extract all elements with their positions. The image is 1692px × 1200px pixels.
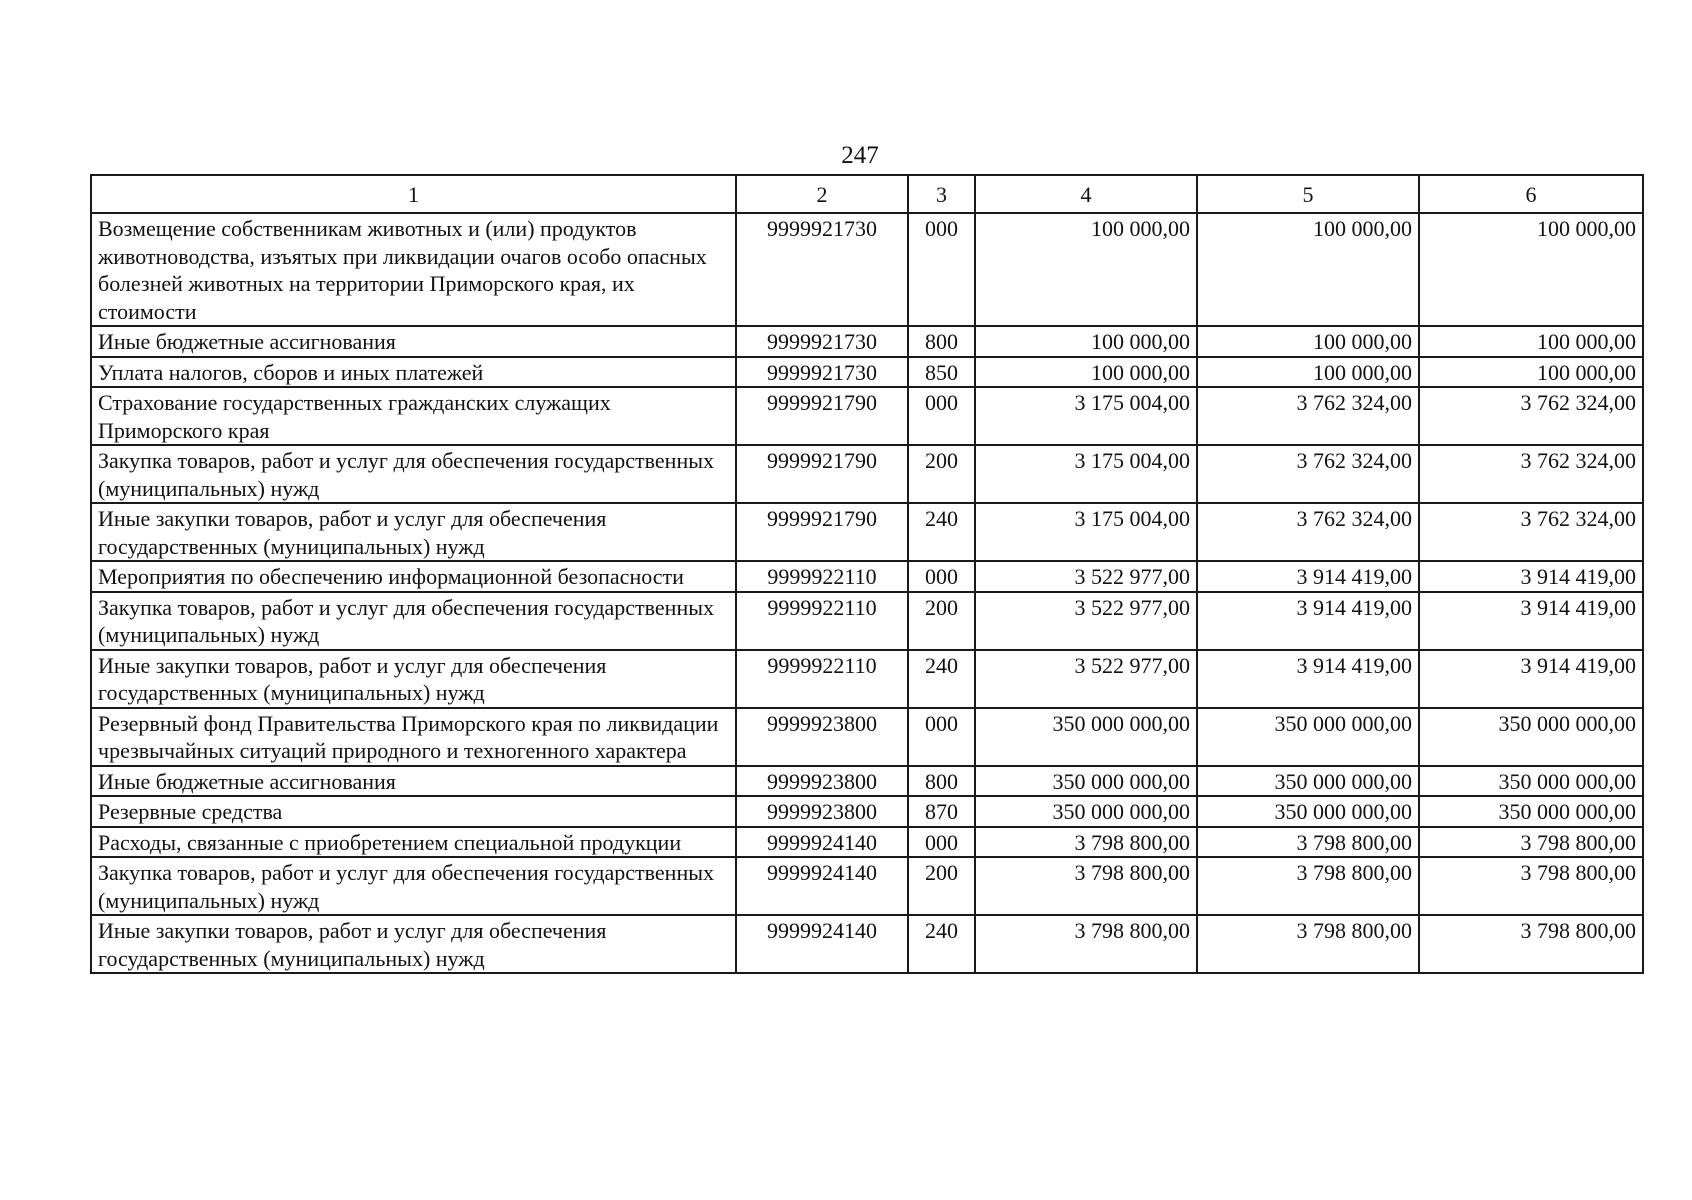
row-amount-6-cell: 350 000 000,00	[1419, 708, 1643, 766]
row-amount-6-cell: 3 798 800,00	[1419, 857, 1643, 915]
row-type-cell: 000	[908, 708, 975, 766]
row-amount-6-cell: 3 798 800,00	[1419, 915, 1643, 973]
row-amount-6-cell: 100 000,00	[1419, 326, 1643, 357]
row-amount-5-cell: 3 798 800,00	[1197, 827, 1419, 858]
row-name-cell: Иные закупки товаров, работ и услуг для обеспечения государственных (муниципальных) нужд	[91, 650, 736, 708]
row-amount-4-cell: 3 798 800,00	[975, 915, 1197, 973]
row-amount-6-cell: 3 798 800,00	[1419, 827, 1643, 858]
row-amount-5-cell: 3 762 324,00	[1197, 445, 1419, 503]
row-amount-5-cell: 100 000,00	[1197, 213, 1419, 326]
table-row	[91, 766, 1643, 797]
row-amount-6-cell: 3 762 324,00	[1419, 503, 1643, 561]
column-header-4: 4	[975, 175, 1197, 213]
row-name-cell: Иные бюджетные ассигнования	[91, 766, 736, 797]
row-amount-4-cell: 3 175 004,00	[975, 503, 1197, 561]
column-header-1: 1	[91, 175, 736, 213]
row-name-cell: Возмещение собственникам животных и (или) продуктов животноводства, изъятых при ликвидации очагов особо опасных болезней животных на территории Приморского края, их стоимости	[91, 213, 736, 326]
row-amount-4-cell: 3 798 800,00	[975, 827, 1197, 858]
column-header-2: 2	[736, 175, 908, 213]
row-type-cell: 000	[908, 827, 975, 858]
table-row	[91, 213, 1643, 326]
row-amount-5-cell: 350 000 000,00	[1197, 766, 1419, 797]
row-type-cell: 200	[908, 445, 975, 503]
row-amount-4-cell: 3 175 004,00	[975, 387, 1197, 445]
row-amount-5-cell: 3 762 324,00	[1197, 503, 1419, 561]
row-amount-6-cell: 3 914 419,00	[1419, 561, 1643, 592]
row-name-cell: Закупка товаров, работ и услуг для обеспечения государственных (муниципальных) нужд	[91, 592, 736, 650]
column-header-6: 6	[1419, 175, 1643, 213]
table-row	[91, 796, 1643, 827]
row-type-cell: 000	[908, 561, 975, 592]
table-row	[91, 357, 1643, 388]
table-row	[91, 387, 1643, 445]
row-code-cell: 9999922110	[736, 561, 908, 592]
row-code-cell: 9999921790	[736, 387, 908, 445]
row-name-cell: Резервный фонд Правительства Приморского края по ликвидации чрезвычайных ситуаций природного и техногенного характера	[91, 708, 736, 766]
row-amount-4-cell: 350 000 000,00	[975, 708, 1197, 766]
column-header-3: 3	[908, 175, 975, 213]
row-code-cell: 9999924140	[736, 857, 908, 915]
row-name-cell: Расходы, связанные с приобретением специальной продукции	[91, 827, 736, 858]
row-amount-5-cell: 3 914 419,00	[1197, 592, 1419, 650]
row-amount-5-cell: 100 000,00	[1197, 357, 1419, 388]
row-type-cell: 200	[908, 857, 975, 915]
row-code-cell: 9999923800	[736, 708, 908, 766]
row-code-cell: 9999921730	[736, 326, 908, 357]
row-amount-4-cell: 3 522 977,00	[975, 592, 1197, 650]
row-amount-5-cell: 3 914 419,00	[1197, 650, 1419, 708]
row-type-cell: 800	[908, 326, 975, 357]
table-row	[91, 445, 1643, 503]
table-row	[91, 326, 1643, 357]
row-name-cell: Уплата налогов, сборов и иных платежей	[91, 357, 736, 388]
row-code-cell: 9999921790	[736, 503, 908, 561]
row-amount-4-cell: 3 522 977,00	[975, 561, 1197, 592]
row-amount-6-cell: 3 914 419,00	[1419, 592, 1643, 650]
row-amount-5-cell: 350 000 000,00	[1197, 708, 1419, 766]
row-amount-5-cell: 350 000 000,00	[1197, 796, 1419, 827]
row-code-cell: 9999922110	[736, 650, 908, 708]
row-name-cell: Иные закупки товаров, работ и услуг для обеспечения государственных (муниципальных) нужд	[91, 915, 736, 973]
row-name-cell: Закупка товаров, работ и услуг для обеспечения государственных (муниципальных) нужд	[91, 857, 736, 915]
row-amount-5-cell: 3 914 419,00	[1197, 561, 1419, 592]
row-type-cell: 240	[908, 650, 975, 708]
row-amount-6-cell: 3 762 324,00	[1419, 445, 1643, 503]
table-row	[91, 592, 1643, 650]
table-row	[91, 708, 1643, 766]
table-row	[91, 561, 1643, 592]
row-amount-4-cell: 3 798 800,00	[975, 857, 1197, 915]
row-type-cell: 850	[908, 357, 975, 388]
row-amount-4-cell: 100 000,00	[975, 326, 1197, 357]
row-amount-6-cell: 3 914 419,00	[1419, 650, 1643, 708]
table-row	[91, 650, 1643, 708]
row-name-cell: Закупка товаров, работ и услуг для обеспечения государственных (муниципальных) нужд	[91, 445, 736, 503]
row-amount-4-cell: 3 175 004,00	[975, 445, 1197, 503]
row-amount-5-cell: 3 762 324,00	[1197, 387, 1419, 445]
row-amount-4-cell: 350 000 000,00	[975, 796, 1197, 827]
row-code-cell: 9999923800	[736, 796, 908, 827]
row-amount-5-cell: 100 000,00	[1197, 326, 1419, 357]
row-code-cell: 9999924140	[736, 827, 908, 858]
row-code-cell: 9999924140	[736, 915, 908, 973]
row-name-cell: Иные бюджетные ассигнования	[91, 326, 736, 357]
row-amount-6-cell: 100 000,00	[1419, 357, 1643, 388]
row-type-cell: 800	[908, 766, 975, 797]
table-row	[91, 827, 1643, 858]
row-name-cell: Резервные средства	[91, 796, 736, 827]
column-header-5: 5	[1197, 175, 1419, 213]
row-amount-5-cell: 3 798 800,00	[1197, 915, 1419, 973]
row-amount-6-cell: 350 000 000,00	[1419, 796, 1643, 827]
row-type-cell: 200	[908, 592, 975, 650]
row-name-cell: Страхование государственных гражданских служащих Приморского края	[91, 387, 736, 445]
row-name-cell: Мероприятия по обеспечению информационной безопасности	[91, 561, 736, 592]
row-amount-5-cell: 3 798 800,00	[1197, 857, 1419, 915]
row-amount-6-cell: 3 762 324,00	[1419, 387, 1643, 445]
header-row	[91, 175, 1643, 213]
table-body	[91, 213, 1643, 973]
row-type-cell: 240	[908, 503, 975, 561]
table-row	[91, 503, 1643, 561]
row-type-cell: 000	[908, 213, 975, 326]
table-row	[91, 857, 1643, 915]
table-row	[91, 915, 1643, 973]
row-type-cell: 000	[908, 387, 975, 445]
row-type-cell: 240	[908, 915, 975, 973]
row-code-cell: 9999923800	[736, 766, 908, 797]
row-amount-6-cell: 100 000,00	[1419, 213, 1643, 326]
row-code-cell: 9999921730	[736, 213, 908, 326]
budget-table	[90, 174, 1644, 974]
row-code-cell: 9999921790	[736, 445, 908, 503]
row-amount-4-cell: 100 000,00	[975, 213, 1197, 326]
row-code-cell: 9999921730	[736, 357, 908, 388]
row-amount-4-cell: 100 000,00	[975, 357, 1197, 388]
row-code-cell: 9999922110	[736, 592, 908, 650]
row-amount-6-cell: 350 000 000,00	[1419, 766, 1643, 797]
row-type-cell: 870	[908, 796, 975, 827]
page-number: 247	[841, 142, 879, 169]
row-amount-4-cell: 3 522 977,00	[975, 650, 1197, 708]
row-name-cell: Иные закупки товаров, работ и услуг для обеспечения государственных (муниципальных) нужд	[91, 503, 736, 561]
row-amount-4-cell: 350 000 000,00	[975, 766, 1197, 797]
